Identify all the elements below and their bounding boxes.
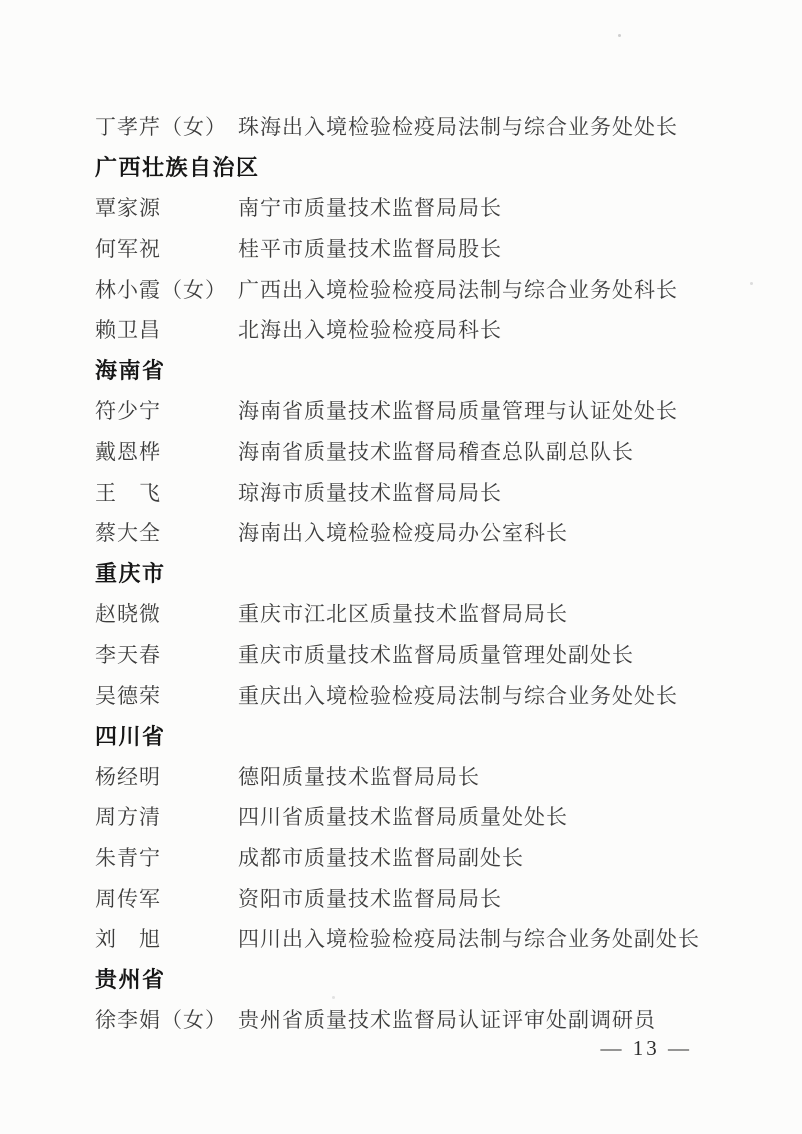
entry-position: 海南省质量技术监督局稽查总队副总队长 [238,440,634,465]
page-number: — 13 — [600,1036,692,1060]
entry-name: 符少宁 [95,399,161,424]
roster-entry [95,228,766,269]
entry-position: 海南出入境检验检疫局办公室科长 [238,521,568,546]
roster-entry [95,674,766,715]
entry-position: 贵州省质量技术监督局认证评审处副调研员 [238,1008,656,1033]
region-header: 广西壮族自治区 [95,155,260,181]
roster-entry [95,837,766,878]
entry-position: 资阳市质量技术监督局局长 [238,886,502,911]
roster-entry [95,756,766,797]
entry-name: 何军祝 [95,237,161,262]
entry-position: 琼海市质量技术监督局局长 [238,480,502,505]
entry-name: 王 飞 [95,480,161,505]
entry-position: 德阳质量技术监督局局长 [238,764,480,789]
region-header: 海南省 [95,358,166,384]
entry-position: 海南省质量技术监督局质量管理与认证处处长 [238,399,678,424]
entry-position: 重庆出入境检验检疫局法制与综合业务处处长 [238,683,678,708]
entry-name: 徐李娟（女） [95,1008,227,1033]
entry-name: 戴恩桦 [95,440,161,465]
region-header: 重庆市 [95,561,166,587]
roster-entry [95,593,766,634]
roster-entry [95,512,766,553]
entry-name: 赵晓微 [95,602,161,627]
entry-position: 广西出入境检验检疫局法制与综合业务处科长 [238,277,678,302]
entry-position: 北海出入境检验检疫局科长 [238,318,502,343]
entry-position: 四川省质量技术监督局质量处处长 [238,805,568,830]
roster-entry [95,918,766,959]
roster-entry [95,431,766,472]
entry-name: 朱青宁 [95,845,161,870]
entry-name: 刘 旭 [95,927,161,952]
roster-entry [95,471,766,512]
entry-name: 林小霞（女） [95,277,227,302]
roster-entry [95,634,766,675]
roster-entry [95,106,766,147]
entry-position: 珠海出入境检验检疫局法制与综合业务处处长 [238,115,678,140]
entry-position: 重庆市质量技术监督局质量管理处副处长 [238,643,634,668]
entry-name: 周方清 [95,805,161,830]
entry-position: 重庆市江北区质量技术监督局局长 [238,602,568,627]
entry-position: 四川出入境检验检疫局法制与综合业务处副处长 [238,927,700,952]
roster-entry [95,877,766,918]
region-header: 贵州省 [95,967,166,993]
entry-position: 成都市质量技术监督局副处长 [238,845,524,870]
roster-entry [95,390,766,431]
entry-name: 丁孝芹（女） [95,115,227,140]
entry-name: 覃家源 [95,196,161,221]
entry-name: 李天春 [95,643,161,668]
entry-name: 杨经明 [95,764,161,789]
roster-entry [95,796,766,837]
roster-entry [95,187,766,228]
roster-entry [95,268,766,309]
entry-position: 南宁市质量技术监督局局长 [238,196,502,221]
roster-entry [95,309,766,350]
roster-entry [95,999,766,1040]
entry-name: 周传军 [95,886,161,911]
entry-name: 赖卫昌 [95,318,161,343]
entry-name: 蔡大全 [95,521,161,546]
entry-name: 吴德荣 [95,683,161,708]
entry-position: 桂平市质量技术监督局股长 [238,237,502,262]
roster-list [95,106,766,1040]
region-header: 四川省 [95,723,166,749]
